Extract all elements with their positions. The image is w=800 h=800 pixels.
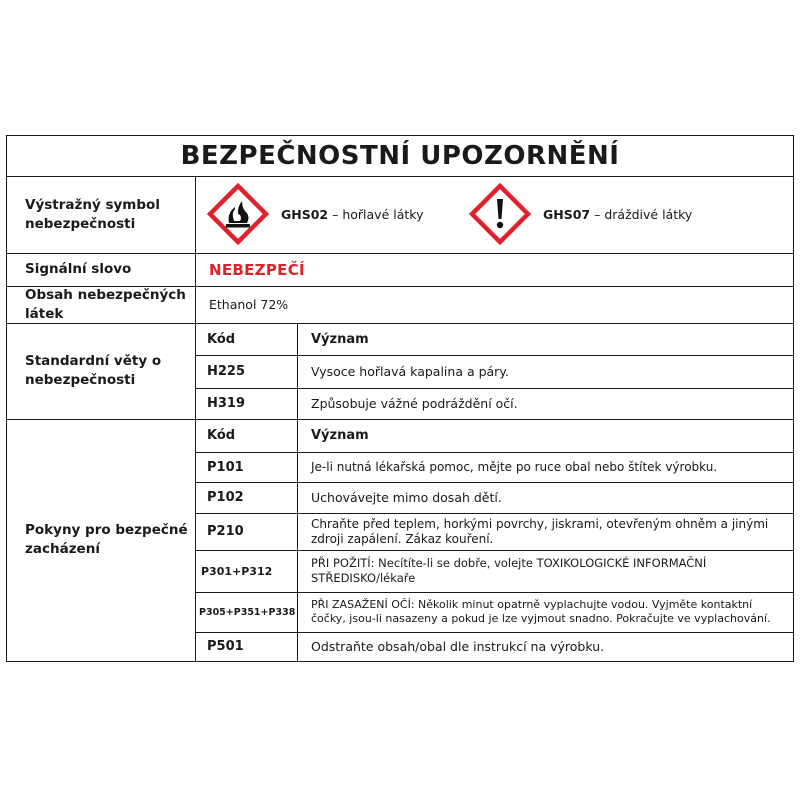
substances-value: Ethanol 72%	[209, 297, 289, 312]
precautionary-statements-label: Pokyny pro bezpečné zacházení	[25, 522, 188, 557]
page-title: BEZPEČNOSTNÍ UPOZORNĚNÍ	[180, 141, 620, 171]
ghs02-code: GHS02	[281, 206, 329, 222]
precaution-text-p101: Je-li nutná lékařská pomoc, mějte po ruce obal nebo štítek výrobku.	[311, 459, 718, 474]
ghs07-pictogram	[469, 183, 692, 245]
precaution-code-p101: P101	[207, 459, 244, 475]
precaution-header-meaning: Význam	[311, 428, 369, 443]
hazard-code-h225: H225	[207, 364, 246, 379]
ghs07-description: – dráždivé látky	[594, 206, 693, 222]
precaution-code-p301-p312: P301+P312	[201, 564, 273, 578]
hazard-header-meaning: Význam	[311, 331, 369, 347]
precaution-code-p501: P501	[207, 639, 244, 654]
substances-row-label: Obsah nebezpečných látek	[25, 286, 186, 322]
precaution-text-p305-p351-p338: PŘI ZASAŽENÍ OČÍ: Několik minut opatrně vyplachujte vodou. Vyjměte kontaktní čočky, jsou-li nasazeny a pokud je lze vyjmout snadno. Pokračujte ve vyplachování.	[311, 598, 771, 625]
precaution-code-p102: P102	[207, 490, 244, 505]
ghs02-flame-icon	[207, 183, 269, 245]
hazard-code-h319: H319	[207, 396, 246, 411]
precaution-text-p501: Odstraňte obsah/obal dle instrukcí na výrobku.	[311, 639, 605, 654]
ghs02-pictogram	[207, 183, 423, 245]
precaution-header-code: Kód	[207, 428, 236, 443]
signal-word: NEBEZPEČÍ	[209, 260, 305, 279]
precaution-text-p102: Uchovávejte mimo dosah dětí.	[311, 490, 502, 505]
ghs07-exclamation-icon	[469, 183, 531, 245]
safety-label	[6, 135, 794, 662]
ghs02-description: – hořlavé látky	[332, 206, 424, 222]
precaution-code-p305-p351-p338: P305+P351+P338	[199, 606, 296, 618]
hazard-text-h319: Způsobuje vážné podráždění očí.	[311, 396, 518, 411]
hazard-text-h225: Vysoce hořlavá kapalina a páry.	[311, 364, 509, 379]
precaution-code-p210: P210	[207, 524, 244, 539]
hazard-header-code: Kód	[207, 331, 236, 347]
ghs07-code: GHS07	[543, 206, 591, 222]
hazard-statements-label: Standardní věty o nebezpečnosti	[25, 353, 162, 388]
precaution-text-p301-p312: PŘI POŽITÍ: Necítíte-li se dobře, volejte TOXIKOLOGICKÉ INFORMAČNÍ STŘEDISKO/lékaře	[311, 556, 707, 585]
signal-row-label: Signální slovo	[25, 261, 132, 277]
symbol-row-label: Výstražný symbol nebezpečnosti	[25, 196, 160, 232]
precaution-text-p210: Chraňte před teplem, horkými povrchy, jiskrami, otevřeným ohněm a jinými zdroji zapálení. Zákaz kouření.	[311, 516, 769, 546]
